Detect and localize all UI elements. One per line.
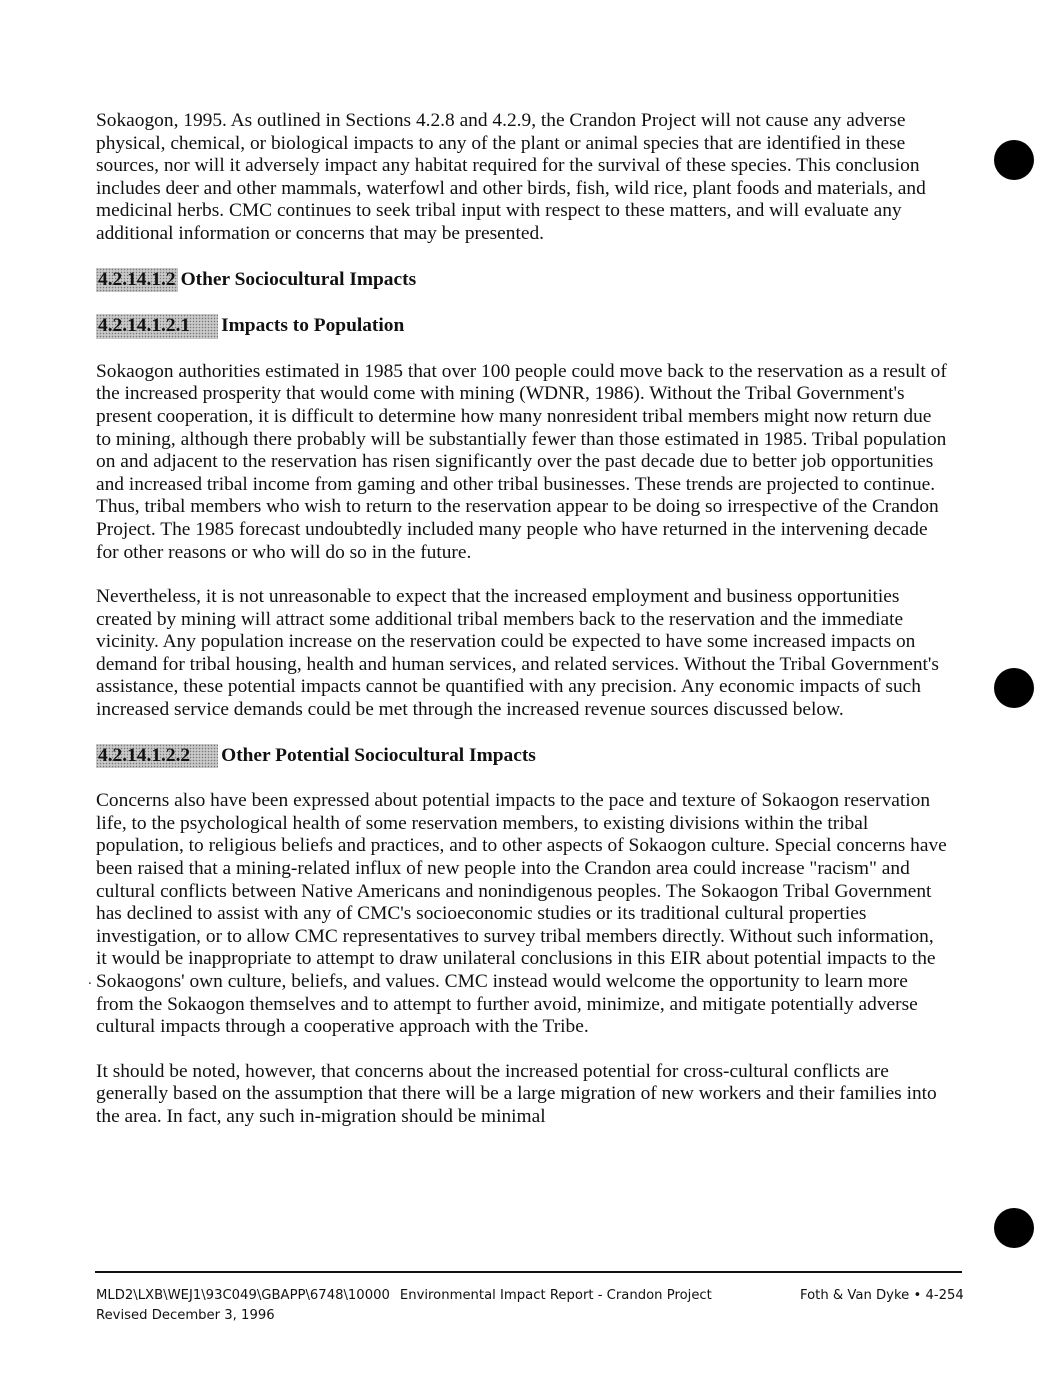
footer-left — [96, 1286, 712, 1326]
heading-other-sociocultural-impacts — [96, 268, 948, 293]
document-body — [96, 110, 948, 1151]
section-title: Other Sociocultural Impacts — [180, 268, 417, 290]
margin-mark: . — [88, 972, 92, 988]
heading-other-potential-sociocultural-impacts — [96, 744, 948, 769]
paragraph-cultural-concerns: Concerns also have been expressed about potential impacts to the pace and texture of Sokaogon reservation life, to the psychological health of some reservation members, to existing divisions within the tribal population, to religious beliefs and practices, and to other aspects of Sokaogon culture. Special concerns have been raised that a mining-related influx of new people into the Crandon area could increase "racism" and cultural conflicts between Native Americans and nonindigenous peoples. The Sokaogon Tribal Government has declined to assist with any of CMC's socioeconomic studies or its traditional cultural properties investigation, or to allow CMC representatives to survey tribal members directly. Without such information, it would be inappropriate to attempt to draw unilateral conclusions in this EIR about potential impacts to the Sokaogons' own culture, beliefs, and values. CMC instead would welcome the opportunity to learn more from the Sokaogon themselves and to attempt to further avoid, minimize, and mitigate potentially adverse cultural impacts through a cooperative approach with the Tribe. — [96, 790, 947, 1038]
footer-page-number: 4-254 — [925, 1288, 964, 1303]
paragraph-population-increase: Nevertheless, it is not unreasonable to expect that the increased employment and business opportunities created by mining will attract some additional tribal members back to the reservation and the immediate vicinity. Any population increase on the reservation could be expected to have some increased impacts on demand for tribal housing, health and human services, and related services. Without the Tribal Government's assistance, these potential impacts cannot be quantified with any precision. Any economic impacts of such increased service demands could be met through the increased revenue sources discussed below. — [96, 586, 939, 721]
revision-bullet-icon — [994, 1208, 1034, 1248]
footer-file-reference: MLD2\LXB\WEJ1\93C049\GBAPP\6748\10000 — [96, 1288, 390, 1303]
section-title: Other Potential Sociocultural Impacts — [221, 744, 536, 766]
section-number: 4.2.14.1.2 — [96, 268, 178, 293]
footer-right — [800, 1286, 964, 1306]
paragraph-population-estimates: Sokaogon authorities estimated in 1985 that over 100 people could move back to the reservation as a result of the increased prosperity that would come with mining (WDNR, 1986). Without the Tribal Government's present cooperation, it is difficult to determine how many nonresident tribal members might now return due to mining, although there probably will be substantially fewer than those estimated in 1985. Tribal population on and adjacent to the reservation has risen significantly over the past decade due to better job opportunities and increased tribal income from gaming and other tribal businesses. These trends are projected to continue. Thus, tribal members who wish to return to the reservation appear to be doing so irrespective of the Crandon Project. The 1985 forecast undoubtedly included many people who have returned in the intervening decade for other reasons or who will do so in the future. — [96, 360, 947, 563]
heading-impacts-to-population — [96, 314, 948, 339]
footer-revised-date: Revised December 3, 1996 — [96, 1308, 275, 1323]
revision-bullet-icon — [994, 668, 1034, 708]
section-title: Impacts to Population — [221, 315, 405, 337]
paragraph-species-impacts: Sokaogon, 1995. As outlined in Sections 4.2.8 and 4.2.9, the Crandon Project will not cause any adverse physical, chemical, or biological impacts to any of the plant or animal species that are identified in these sources, nor will it adversely impact any habitat required for the survival of these species. This conclusion includes deer and other mammals, waterfowl and other birds, fish, wild rice, plant foods and materials, and medicinal herbs. CMC continues to seek tribal input with respect to these matters, and will evaluate any additional information or concerns that may be presented. — [96, 110, 926, 244]
footer-divider — [95, 1271, 962, 1273]
section-number: 4.2.14.1.2.1 — [96, 314, 218, 339]
revision-bullet-icon — [994, 140, 1034, 180]
footer-separator: • — [913, 1288, 922, 1303]
footer-report-title: Environmental Impact Report - Crandon Project — [399, 1288, 712, 1303]
footer-firm-name: Foth & Van Dyke — [800, 1288, 910, 1303]
paragraph-cross-cultural-conflicts: It should be noted, however, that concerns about the increased potential for cross-cultural conflicts are generally based on the assumption that there will be a large migration of new workers and their families into the area. In fact, any such in-migration should be minimal — [96, 1060, 937, 1127]
section-number: 4.2.14.1.2.2 — [96, 744, 218, 769]
